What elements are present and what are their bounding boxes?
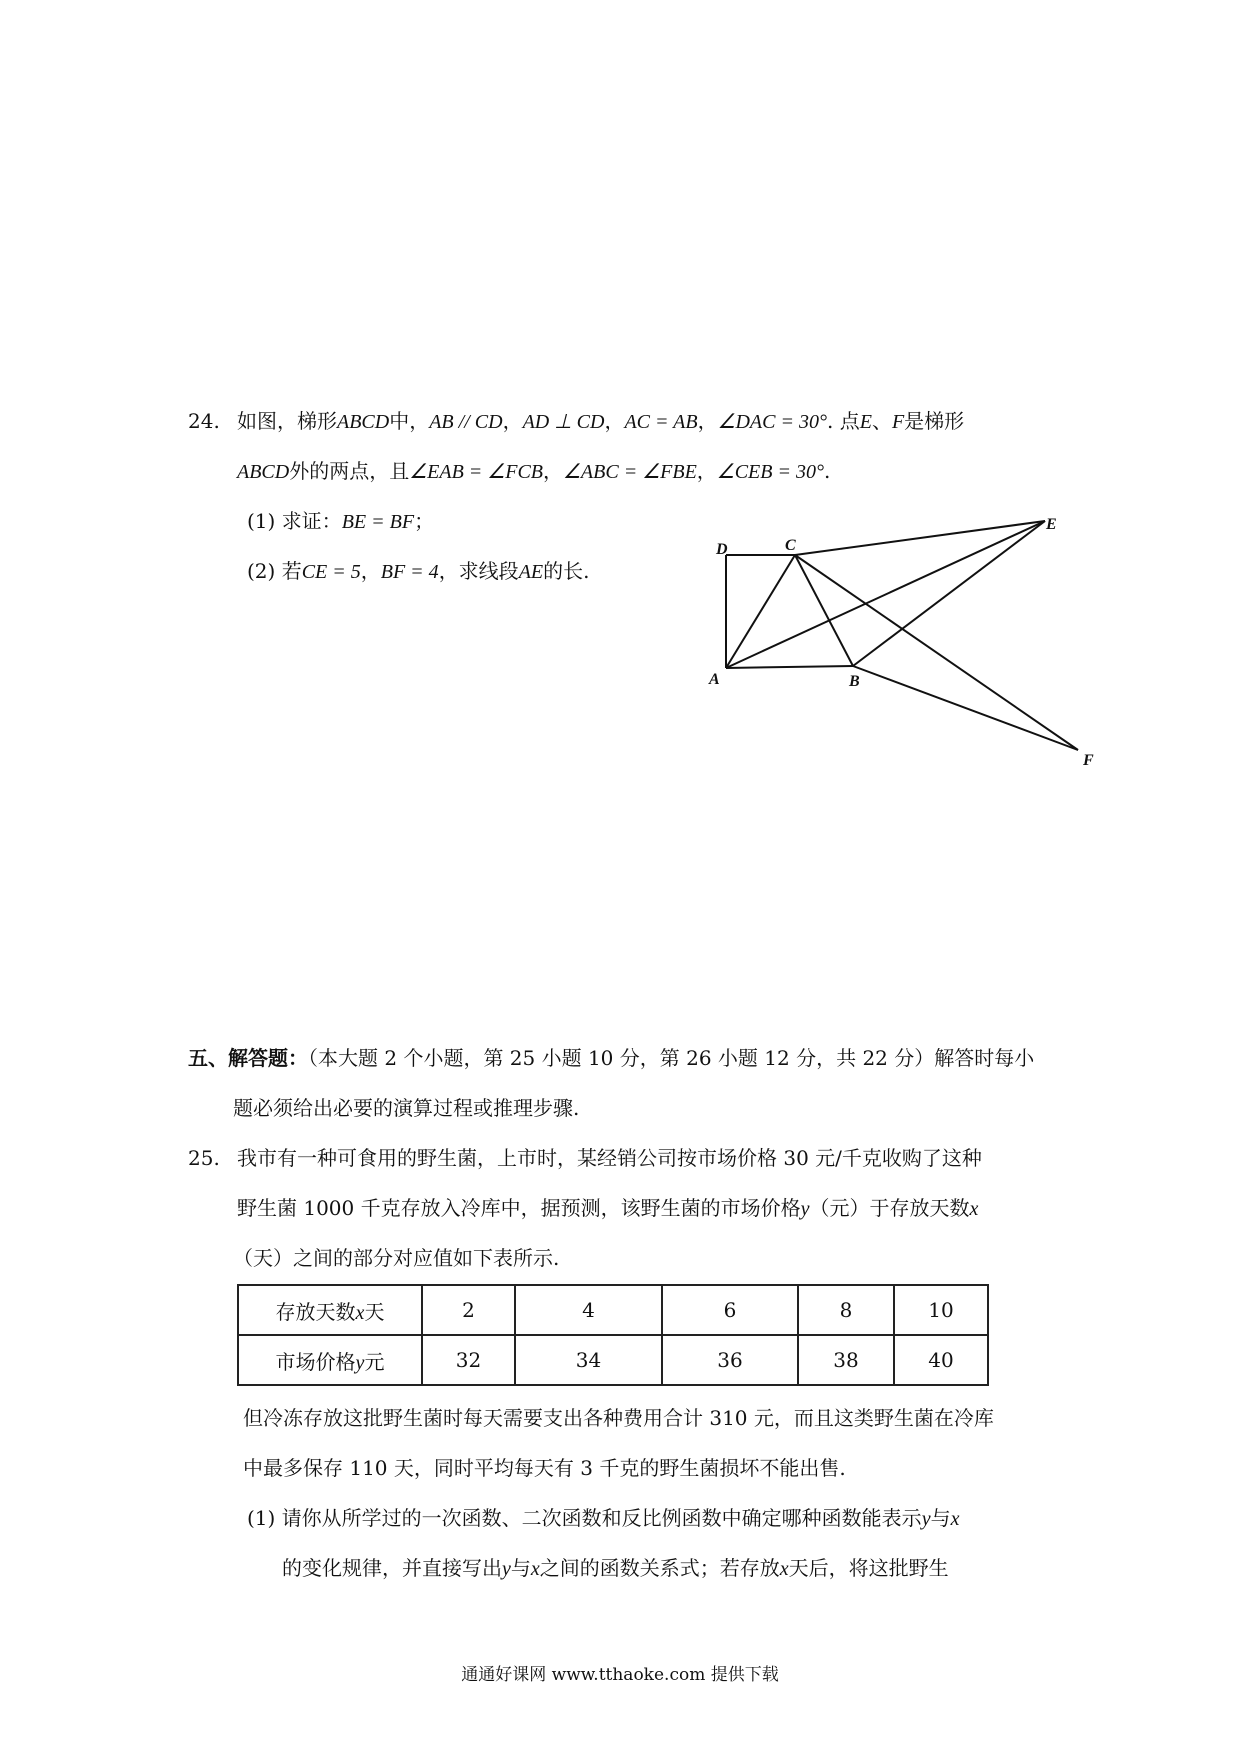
- cell-text: 市场价格: [275, 1349, 356, 1374]
- table-row-days: [238, 1285, 988, 1335]
- section5-line1: [188, 1046, 1034, 1070]
- table-cell: 34: [515, 1335, 662, 1385]
- table-cell: 38: [798, 1335, 894, 1385]
- label-E: E: [1046, 516, 1057, 533]
- q25-text: 之间的函数关系式；若存放: [539, 1556, 780, 1580]
- table-cell: 8: [798, 1285, 894, 1335]
- q24-math: ABCD: [337, 411, 390, 433]
- q24-text: 外的两点，且: [289, 459, 410, 483]
- q25-text: (1) 请你从所学过的一次函数、二次函数和反比例函数中确定哪种函数能表示: [247, 1506, 922, 1530]
- q24-text: ，: [543, 459, 563, 483]
- q24-sub1: [247, 509, 434, 534]
- q25-sub1-line2: [282, 1556, 949, 1581]
- table-row-prices: [238, 1335, 988, 1385]
- q24-text: .: [823, 459, 831, 483]
- label-A: A: [709, 671, 720, 688]
- cell-text: 元: [364, 1349, 385, 1374]
- q24-sub1-label: (1) 求证：: [247, 509, 342, 533]
- q25-var-x: x: [950, 1508, 960, 1530]
- q25-line5: 中最多保存 110 天，同时平均每天有 3 千克的野生菌损坏不能出售.: [243, 1456, 846, 1480]
- table-cell: 32: [422, 1335, 515, 1385]
- label-B: B: [849, 673, 860, 690]
- table-cell: 4: [515, 1285, 662, 1335]
- q24-text: . 点: [827, 409, 860, 433]
- section5-heading: 五、解答题：: [188, 1046, 308, 1070]
- q25-var-x: x: [779, 1558, 789, 1580]
- q24-math: ABCD: [237, 461, 290, 483]
- cell-var: x: [355, 1301, 365, 1324]
- q24-text: 、: [871, 409, 892, 433]
- q25-var-x: x: [969, 1198, 979, 1220]
- table-header-prices: [238, 1335, 422, 1385]
- segment-CB: [795, 555, 853, 666]
- q25-line1: 我市有一种可食用的野生菌，上市时，某经销公司按市场价格 30 元/千克收购了这种: [237, 1146, 982, 1170]
- q24-text: ，: [697, 409, 718, 433]
- q24-sub2-expr1: CE = 5: [301, 561, 361, 583]
- segment-CF: [795, 555, 1078, 750]
- table-cell: 40: [894, 1335, 988, 1385]
- table-cell: 10: [894, 1285, 988, 1335]
- q25-line4: 但冷冻存放这批野生菌时每天需要支出各种费用合计 310 元，而且这类野生菌在冷库: [243, 1406, 994, 1430]
- q24-line2: [237, 459, 830, 484]
- table-cell: 2: [422, 1285, 515, 1335]
- section5-desc: （本大题 2 个小题，第 25 小题 10 分，第 26 小题 12 分，共 22 分）解答时每小: [308, 1046, 1035, 1070]
- q24-text: ，: [696, 459, 717, 483]
- q24-sub1-end: ；: [414, 509, 435, 533]
- q25-var-y: y: [502, 1558, 511, 1580]
- section5-line2: 题必须给出必要的演算过程或推理步骤.: [233, 1096, 580, 1120]
- trapezoid-figure: [690, 500, 1110, 780]
- page-footer: 通通好课网 www.tthaoke.com 提供下载: [461, 1665, 779, 1685]
- label-F: F: [1083, 752, 1094, 769]
- q25-text: 野生菌 1000 千克存放入冷库中，据预测，该野生菌的市场价格: [237, 1196, 801, 1220]
- q24-sub2-sep: ，: [360, 559, 381, 583]
- q25-var-y: y: [800, 1198, 810, 1220]
- q25-text: 的变化规律，并直接写出: [282, 1556, 502, 1580]
- cell-text: 存放天数: [275, 1299, 356, 1324]
- data-table: [237, 1284, 989, 1386]
- q25-text: 天后，将这批野生: [788, 1556, 949, 1580]
- q24-line1: [237, 409, 964, 434]
- q24-math: AC = AB: [624, 411, 698, 433]
- q24-text: 中，: [389, 409, 430, 433]
- q25-text: 与: [930, 1506, 951, 1530]
- table-cell: 36: [662, 1335, 798, 1385]
- q24-text: ，: [604, 409, 625, 433]
- q25-var-y: y: [921, 1508, 931, 1530]
- q24-number: 24.: [188, 409, 220, 433]
- q25-text: （元）于存放天数: [809, 1196, 970, 1220]
- q24-sub2-seg: AE: [518, 561, 544, 583]
- q25-line2: [237, 1196, 978, 1221]
- q25-text: 与: [510, 1556, 531, 1580]
- q24-math: ∠EAB = ∠FCB: [409, 461, 543, 483]
- q24-math: E: [859, 411, 872, 433]
- q24-text: ，: [502, 409, 523, 433]
- q24-sub2-end: 的长.: [543, 559, 590, 583]
- q24-sub2: [247, 559, 589, 584]
- q24-math: F: [891, 411, 905, 433]
- label-C: C: [785, 537, 796, 554]
- q24-math: ∠CEB = 30°: [716, 461, 824, 483]
- q24-sub2-label: (2) 若: [247, 559, 302, 583]
- q24-sub1-expr: BE = BF: [341, 511, 415, 533]
- q24-math: ∠DAC = 30°: [717, 411, 827, 433]
- q25-var-x: x: [530, 1558, 540, 1580]
- cell-text: 天: [364, 1299, 385, 1324]
- segment-AB: [726, 666, 853, 668]
- q24-text: 是梯形: [904, 409, 965, 433]
- segment-BF: [853, 666, 1078, 750]
- label-D: D: [716, 541, 728, 558]
- q24-sub2-expr2: BF = 4: [380, 561, 439, 583]
- q24-math: AD ⊥ CD: [522, 411, 605, 433]
- table-header-days: [238, 1285, 422, 1335]
- q24-math: ∠ABC = ∠FBE: [563, 461, 697, 483]
- q24-math: AB // CD: [429, 411, 503, 433]
- q25-line3: （天）之间的部分对应值如下表所示.: [233, 1246, 560, 1270]
- cell-var: y: [355, 1351, 365, 1374]
- q25-number: 25.: [188, 1146, 220, 1170]
- q24-sub2-text: ，求线段: [438, 559, 519, 583]
- table-cell: 6: [662, 1285, 798, 1335]
- q24-text: 如图，梯形: [237, 409, 337, 433]
- q25-sub1-line1: [247, 1506, 959, 1531]
